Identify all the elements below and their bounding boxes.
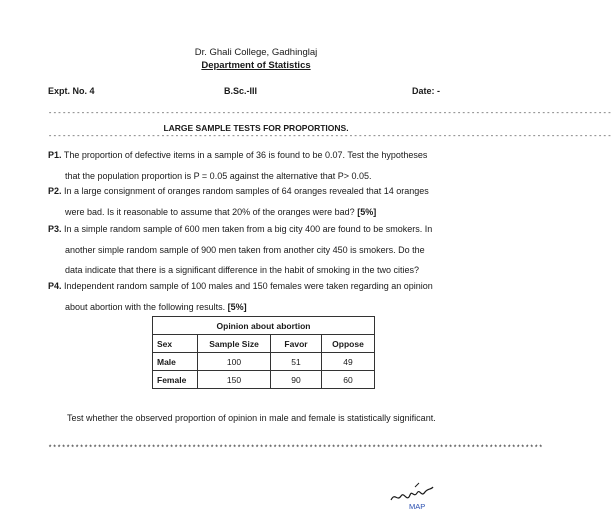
question-text: Independent random sample of 100 males and 150 females were taken regarding an opinion xyxy=(64,281,433,291)
question-p3 xyxy=(48,219,468,281)
table-caption: Opinion about abortion xyxy=(153,317,375,335)
dashed-divider: ------------------------------------------------------------------------------------------------------------------------ xyxy=(48,110,612,118)
question-text: that the population proportion is P = 0.05 against the alternative that P> 0.05. xyxy=(65,170,372,181)
department-name: Department of Statistics xyxy=(201,60,311,71)
college-name: Dr. Ghali College, Gadhinglaj xyxy=(194,47,318,58)
signature-initials: MAP xyxy=(409,502,426,511)
question-text: In a large consignment of oranges random samples of 64 oranges revealed that 14 oranges xyxy=(64,186,429,196)
question-text: The proportion of defective items in a sample of 36 is found to be 0.07. Test the hypotheses xyxy=(63,150,428,160)
question-number: P4. xyxy=(48,281,62,291)
date-label: Date: - xyxy=(412,86,441,96)
table-cell: Female xyxy=(153,371,198,389)
table-cell: 90 xyxy=(271,371,322,389)
table-header-cell: Sample Size xyxy=(198,335,271,353)
question-p2 xyxy=(48,181,468,222)
question-text: data indicate that there is a significant difference in the habit of smoking in the two cities? xyxy=(65,265,420,275)
table-header-cell: Favor xyxy=(271,335,322,353)
opinion-table xyxy=(152,316,375,389)
question-p4 xyxy=(48,276,468,317)
question-text: another simple random sample of 900 men taken from another city 450 is smokers. Do the xyxy=(65,244,425,255)
marks-label: [5%] xyxy=(227,301,247,312)
dashed-divider: ------------------------------------------------------------------------------------------------------------------------ xyxy=(48,133,612,141)
star-divider: ************************************************************************************************************** xyxy=(48,445,544,453)
table-cell: 100 xyxy=(198,353,271,371)
table-header-cell: Sex xyxy=(153,335,198,353)
table-row xyxy=(153,353,375,371)
question-text: about abortion with the following results. xyxy=(65,301,226,312)
question-number: P2. xyxy=(48,186,62,196)
table-header-cell: Oppose xyxy=(322,335,375,353)
page-title: LARGE SAMPLE TESTS FOR PROPORTIONS. xyxy=(163,123,349,133)
experiment-number: Expt. No. 4 xyxy=(48,86,95,96)
table-cell: Male xyxy=(153,353,198,371)
table-cell: 60 xyxy=(322,371,375,389)
table-row xyxy=(153,371,375,389)
conclusion-text: Test whether the observed proportion of opinion in male and female is statistically significant. xyxy=(67,413,436,423)
question-number: P1. xyxy=(48,150,62,160)
table-cell: 150 xyxy=(198,371,271,389)
question-p1 xyxy=(48,145,468,186)
question-text: were bad. Is it reasonable to assume that 20% of the oranges were bad? xyxy=(65,206,355,217)
class-label: B.Sc.-III xyxy=(224,86,258,96)
question-text: In a simple random sample of 600 men taken from a big city 400 are found to be smokers. In xyxy=(64,224,433,234)
table-cell: 51 xyxy=(271,353,322,371)
marks-label: [5%] xyxy=(357,206,377,217)
table-cell: 49 xyxy=(322,353,375,371)
question-number: P3. xyxy=(48,224,62,234)
